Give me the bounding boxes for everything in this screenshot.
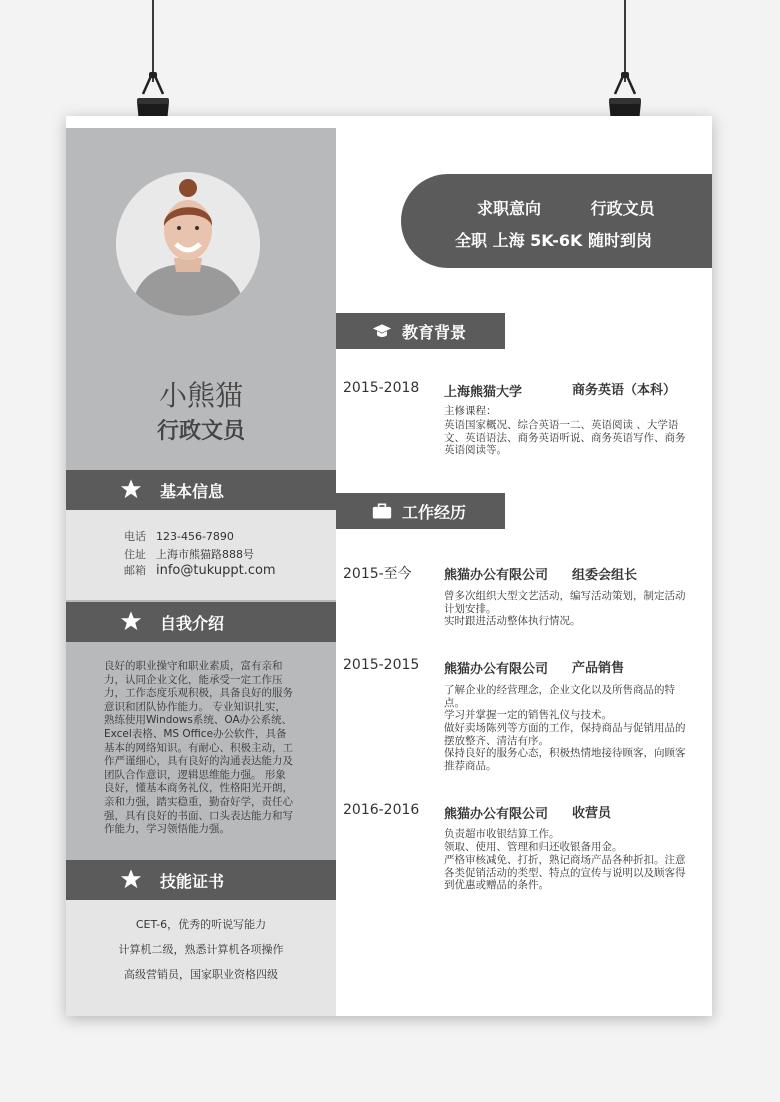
address-value: 上海市熊猫路888号 xyxy=(156,548,254,561)
work-desc-line: 了解企业的经营理念，企业文化以及所售商品的特点。 xyxy=(444,684,675,709)
star-icon xyxy=(120,868,142,890)
work-header xyxy=(336,493,505,529)
portrait-photo xyxy=(116,172,260,316)
education-heading: 教育背景 xyxy=(402,323,467,342)
work-company: 熊猫办公有限公司 xyxy=(444,807,549,822)
basic-info-heading: 基本信息 xyxy=(160,482,225,501)
work-desc-line: 学习并掌握一定的销售礼仪与技术。 xyxy=(444,709,612,721)
candidate-name: 小熊猫 xyxy=(158,379,243,412)
avatar xyxy=(116,172,260,316)
phone-label: 电话 xyxy=(124,530,146,543)
skills-header xyxy=(66,860,336,900)
work-desc-line: 做好卖场陈列等方面的工作，保持商品与促销用品的摆放整齐、清洁有序。 xyxy=(444,722,686,747)
work-role: 产品销售 xyxy=(572,661,625,676)
intent-label: 求职意向 xyxy=(477,199,542,218)
candidate-title: 行政文员 xyxy=(156,419,245,444)
intent-details: 全职 上海 5K-6K 随时到岗 xyxy=(455,231,653,250)
work-desc-line: 负责超市收银结算工作。 xyxy=(444,828,560,840)
briefcase-icon xyxy=(372,502,392,520)
work-company: 熊猫办公有限公司 xyxy=(444,568,549,583)
sidebar xyxy=(66,128,336,1016)
address-row xyxy=(98,546,254,562)
education-date: 2015-2018 xyxy=(343,380,420,396)
work-desc-line: 曾多次组织大型文艺活动，编写活动策划，制定活动计划安排。 xyxy=(444,590,686,615)
work-date: 2016-2016 xyxy=(343,802,420,818)
work-desc-line: 实时跟进活动整体执行情况。 xyxy=(444,615,581,627)
basic-info-header xyxy=(66,470,336,510)
hanging-wire-right xyxy=(624,0,626,82)
education-major: 商务英语（本科） xyxy=(572,383,677,398)
work-desc-line: 严格审核减免、打折，熟记商场产品各种折扣。注意各类促销活动的类型、特点的宣传与说明以及顾客得到优惠或赠品的条件。 xyxy=(444,854,686,891)
skill-item: CET-6，优秀的听说写能力 xyxy=(135,918,267,931)
star-icon xyxy=(120,610,142,632)
work-desc-line: 领取、使用、管理和归还收银备用金。 xyxy=(444,841,623,853)
work-role: 组委会组长 xyxy=(572,568,638,583)
email-value[interactable]: info@tukuppt.com xyxy=(156,563,276,578)
phone-value: 123-456-7890 xyxy=(156,530,234,543)
education-courses: 英语国家概况、综合英语一二、英语阅读 、大学语文、英语语法、商务英语听说、商务英语写作、商务英语阅读等。 xyxy=(444,419,686,456)
hanging-wire-left xyxy=(152,0,154,82)
skill-item: 计算机二级，熟悉计算机各项操作 xyxy=(118,943,284,956)
work-company: 熊猫办公有限公司 xyxy=(444,662,549,677)
intent-position: 行政文员 xyxy=(590,199,655,218)
education-school: 上海熊猫大学 xyxy=(444,385,523,400)
skill-item: 高级营销员，国家职业资格四级 xyxy=(124,968,278,981)
work-heading: 工作经历 xyxy=(402,503,467,522)
email-label: 邮箱 xyxy=(124,564,146,577)
self-intro-header xyxy=(66,602,336,642)
education-header xyxy=(336,313,505,349)
work-desc-line: 保持良好的服务心态，积极热情地接待顾客，向顾客推荐商品。 xyxy=(444,747,686,772)
graduation-cap-icon xyxy=(372,322,392,340)
education-courses-label: 主修课程： xyxy=(444,405,497,417)
email-row xyxy=(98,562,276,578)
job-intent-banner xyxy=(401,174,712,268)
self-intro-text: 良好的职业操守和职业素质，富有亲和力，认同企业文化，能承受一定工作压力，工作态度乐观积极，具备良好的服务意识和团队协作能力。 专业知识扎实，熟练使用Windows系统、OA办公系统、Excel表格、MS Office办公软件，具备基本的网络知识。有耐心、积极主动，工作严谨细心，具有良好的沟通表达能力及团队合作意识，逻辑思维能力强。 形象良好，懂基本商务礼仪，性格阳光开朗，亲和力强，踏实稳重，勤奋好学，责任心强，具有良好的书面、口头表达能力和写作能力，学习领悟能力强。 xyxy=(104,660,293,836)
self-intro-heading: 自我介绍 xyxy=(160,614,225,633)
work-role: 收营员 xyxy=(572,806,612,821)
address-label: 住址 xyxy=(124,548,146,561)
work-date: 2015-2015 xyxy=(343,657,420,673)
phone-row xyxy=(98,528,234,544)
skills-heading: 技能证书 xyxy=(160,872,225,891)
work-date: 2015-至今 xyxy=(343,566,412,582)
star-icon xyxy=(120,478,142,500)
